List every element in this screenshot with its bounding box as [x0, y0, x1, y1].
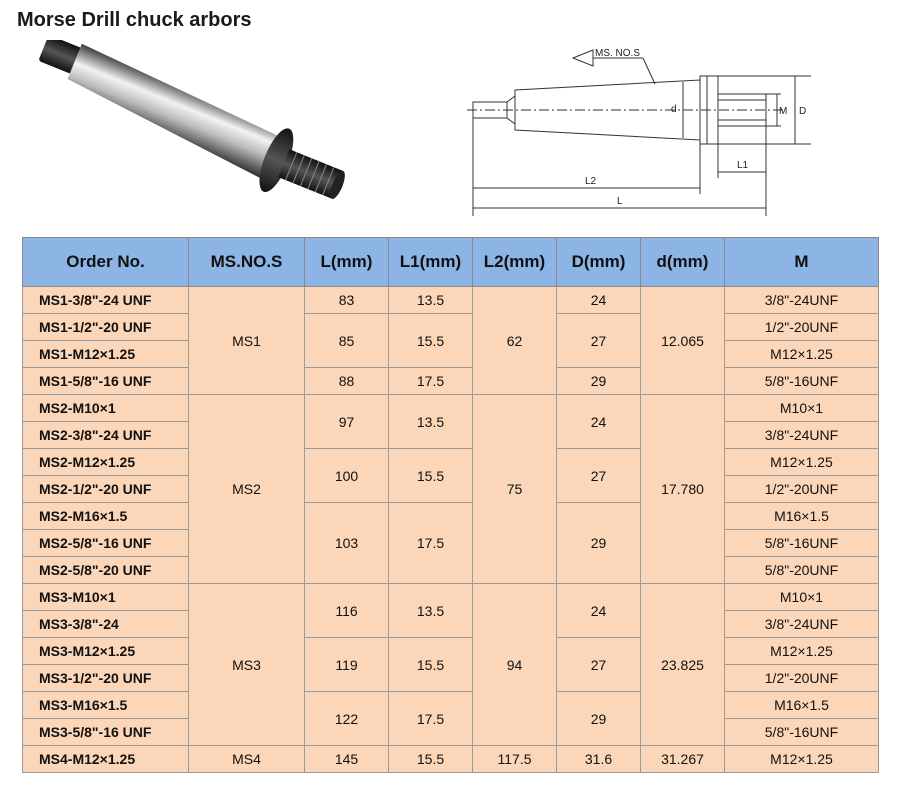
order-no-cell: MS2-5/8"-16 UNF — [23, 530, 189, 557]
big-d-cell: 24 — [557, 395, 641, 449]
order-no-cell: MS3-1/2"-20 UNF — [23, 665, 189, 692]
order-no-cell: MS1-5/8"-16 UNF — [23, 368, 189, 395]
big-d-cell: 31.6 — [557, 746, 641, 773]
m-cell: M12×1.25 — [725, 449, 879, 476]
m-cell: M16×1.5 — [725, 503, 879, 530]
ms-cell: MS2 — [189, 395, 305, 584]
col-header-l: L(mm) — [305, 238, 389, 287]
l1-cell: 15.5 — [389, 449, 473, 503]
order-no-cell: MS1-1/2"-20 UNF — [23, 314, 189, 341]
l1-cell: 17.5 — [389, 368, 473, 395]
m-cell: M10×1 — [725, 584, 879, 611]
d-cell: 31.267 — [641, 746, 725, 773]
col-header-l1: L1(mm) — [389, 238, 473, 287]
col-header-d: d(mm) — [641, 238, 725, 287]
order-no-cell: MS3-3/8"-24 — [23, 611, 189, 638]
order-no-cell: MS3-5/8"-16 UNF — [23, 719, 189, 746]
ms-cell: MS1 — [189, 287, 305, 395]
l-label: L — [617, 196, 623, 207]
d-cell: 17.780 — [641, 395, 725, 584]
page-title: Morse Drill chuck arbors — [17, 9, 252, 31]
big-d-label: D — [799, 106, 807, 117]
l1-cell: 15.5 — [389, 746, 473, 773]
order-no-cell: MS3-M12×1.25 — [23, 638, 189, 665]
big-d-cell: 27 — [557, 638, 641, 692]
order-no-cell: MS2-M16×1.5 — [23, 503, 189, 530]
l1-cell: 17.5 — [389, 503, 473, 584]
ms-cell: MS3 — [189, 584, 305, 746]
big-d-cell: 27 — [557, 314, 641, 368]
ms-cell: MS4 — [189, 746, 305, 773]
l-cell: 145 — [305, 746, 389, 773]
d-cell: 23.825 — [641, 584, 725, 746]
table-row — [23, 395, 879, 422]
l-cell: 103 — [305, 503, 389, 584]
ms-label: MS. NO.S — [595, 48, 641, 59]
l2-cell: 117.5 — [473, 746, 557, 773]
l1-label: L1 — [737, 160, 749, 171]
spec-table — [22, 237, 879, 773]
l-cell: 97 — [305, 395, 389, 449]
l1-cell: 15.5 — [389, 314, 473, 368]
l1-cell: 13.5 — [389, 584, 473, 638]
m-cell: 1/2"-20UNF — [725, 314, 879, 341]
col-header-order-no: Order No. — [23, 238, 189, 287]
m-cell: M12×1.25 — [725, 341, 879, 368]
m-cell: 3/8"-24UNF — [725, 422, 879, 449]
arbor-photo — [30, 40, 370, 210]
l1-cell: 15.5 — [389, 638, 473, 692]
m-cell: M12×1.25 — [725, 746, 879, 773]
m-cell: M12×1.25 — [725, 638, 879, 665]
table-row — [23, 692, 879, 719]
table-row — [23, 368, 879, 395]
l2-cell: 75 — [473, 395, 557, 584]
m-cell: 3/8"-24UNF — [725, 287, 879, 314]
l-cell: 88 — [305, 368, 389, 395]
col-header-ms-no: MS.NO.S — [189, 238, 305, 287]
order-no-cell: MS2-5/8"-20 UNF — [23, 557, 189, 584]
m-cell: 5/8"-16UNF — [725, 368, 879, 395]
big-d-cell: 24 — [557, 584, 641, 638]
big-d-cell: 29 — [557, 503, 641, 584]
order-no-cell: MS3-M16×1.5 — [23, 692, 189, 719]
l-cell: 83 — [305, 287, 389, 314]
m-cell: 5/8"-16UNF — [725, 530, 879, 557]
order-no-cell: MS3-M10×1 — [23, 584, 189, 611]
order-no-cell: MS2-M10×1 — [23, 395, 189, 422]
m-cell: M16×1.5 — [725, 692, 879, 719]
table-row — [23, 287, 879, 314]
l1-cell: 17.5 — [389, 692, 473, 746]
d-cell: 12.065 — [641, 287, 725, 395]
m-cell: 5/8"-20UNF — [725, 557, 879, 584]
m-cell: 3/8"-24UNF — [725, 611, 879, 638]
m-cell: 1/2"-20UNF — [725, 665, 879, 692]
table-header-row — [23, 238, 879, 287]
l2-label: L2 — [585, 176, 597, 187]
big-d-cell: 27 — [557, 449, 641, 503]
l-cell: 100 — [305, 449, 389, 503]
table-row — [23, 584, 879, 611]
l2-cell: 62 — [473, 287, 557, 395]
order-no-cell: MS2-M12×1.25 — [23, 449, 189, 476]
m-cell: M10×1 — [725, 395, 879, 422]
table-row — [23, 314, 879, 341]
l-cell: 85 — [305, 314, 389, 368]
table-row — [23, 746, 879, 773]
m-cell: 5/8"-16UNF — [725, 719, 879, 746]
order-no-cell: MS2-1/2"-20 UNF — [23, 476, 189, 503]
l1-cell: 13.5 — [389, 287, 473, 314]
big-d-cell: 29 — [557, 692, 641, 746]
order-no-cell: MS4-M12×1.25 — [23, 746, 189, 773]
order-no-cell: MS2-3/8"-24 UNF — [23, 422, 189, 449]
big-d-cell: 29 — [557, 368, 641, 395]
col-header-big-d: D(mm) — [557, 238, 641, 287]
m-cell: 1/2"-20UNF — [725, 476, 879, 503]
l2-cell: 94 — [473, 584, 557, 746]
l-cell: 122 — [305, 692, 389, 746]
order-no-cell: MS1-3/8"-24 UNF — [23, 287, 189, 314]
technical-drawing — [465, 40, 825, 220]
col-header-m: M — [725, 238, 879, 287]
m-label: M — [779, 106, 788, 117]
order-no-cell: MS1-M12×1.25 — [23, 341, 189, 368]
col-header-l2: L2(mm) — [473, 238, 557, 287]
l-cell: 119 — [305, 638, 389, 692]
d-label: d — [671, 104, 677, 115]
table-row — [23, 503, 879, 530]
l1-cell: 13.5 — [389, 395, 473, 449]
big-d-cell: 24 — [557, 287, 641, 314]
table-row — [23, 449, 879, 476]
table-row — [23, 638, 879, 665]
l-cell: 116 — [305, 584, 389, 638]
